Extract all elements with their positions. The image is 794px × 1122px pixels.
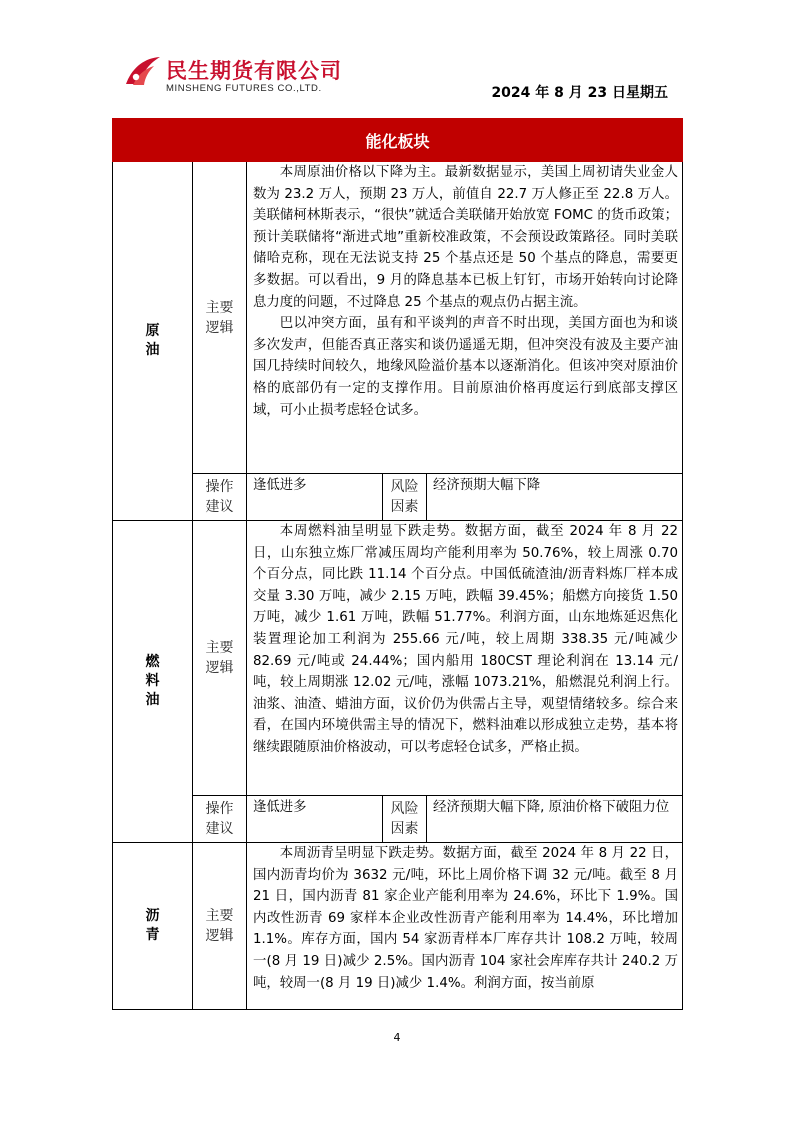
operation-label: 操作建议 bbox=[193, 796, 247, 843]
energy-chemical-table bbox=[112, 118, 683, 1010]
logic-content bbox=[247, 843, 683, 1010]
page-header bbox=[0, 0, 794, 110]
logic-label: 主要逻辑 bbox=[193, 521, 247, 796]
section-name-asphalt bbox=[113, 843, 193, 1010]
section-name-fuel-oil bbox=[113, 521, 193, 843]
section-name-text: 沥青 bbox=[145, 908, 160, 943]
report-date: 2024 年 8 月 23 日星期五 bbox=[491, 85, 668, 101]
operation-value: 逢低进多 bbox=[247, 796, 383, 843]
risk-value: 经济预期大幅下降 bbox=[427, 474, 683, 521]
company-name-cn: 民生期货有限公司 bbox=[166, 59, 342, 83]
page-number: 4 bbox=[393, 1031, 401, 1044]
paragraph: 本周原油价格以下降为主。最新数据显示，美国上周初请失业金人数为 23.2 万人，预期 23 万人，前值自 22.7 万人修正至 22.8 万人。美联储柯林斯表示，“很快”就适合美联储开始放宽 FOMC 的货币政策；预计美联储将“渐进式地”重新校准政策，不会预设政策路径。同时美联储哈克称，现在无法说支持 25 个基点还是 50 个基点的降息，需要更多数据。可以看出，9 月的降息基本已板上钉钉，市场开始转向讨论降息力度的问题，不过降息 25 个基点的观点仍占据主流。 bbox=[253, 165, 679, 310]
logic-content bbox=[247, 162, 683, 474]
section-name-text: 原油 bbox=[145, 323, 160, 358]
logic-content bbox=[247, 521, 683, 796]
section-name-text: 燃料油 bbox=[145, 654, 160, 708]
risk-label: 风险因素 bbox=[383, 474, 427, 521]
paragraph: 巴以冲突方面，虽有和平谈判的声音不时出现，美国方面也为和谈多次发声，但能否真正落实和谈仍遥遥无期，但冲突没有波及主要产油国几持续时间较久，地缘风险溢价基本以逐渐消化。但该冲突对原油价格的底部仍有一定的支撑作用。目前原油价格再度运行到底部支撑区域，可小止损考虑轻仓试多。 bbox=[253, 316, 679, 418]
section-name-crude-oil bbox=[113, 162, 193, 521]
company-logo bbox=[124, 52, 364, 102]
minsheng-logo-icon bbox=[124, 54, 162, 88]
operation-value: 逢低进多 bbox=[247, 474, 383, 521]
risk-value: 经济预期大幅下降, 原油价格下破阻力位 bbox=[427, 796, 683, 843]
operation-label: 操作建议 bbox=[193, 474, 247, 521]
logic-label: 主要逻辑 bbox=[193, 162, 247, 474]
logic-label: 主要逻辑 bbox=[193, 843, 247, 1010]
paragraph: 本周燃料油呈明显下跌走势。数据方面，截至 2024 年 8 月 22 日，山东独立炼厂常减压周均产能利用率为 50.76%，较上周涨 0.70 个百分点，同比跌 11.14 个百分点。中国低硫渣油/沥青料炼厂样本成交量 3.30 万吨，减少 2.15 万吨，跌幅 39.45%；船燃方向接货 1.50 万吨，减少 1.61 万吨，跌幅 51.77%。利润方面，山东地炼延迟焦化装置理论加工利润为 255.66 元/吨，较上周期 338.35 元/吨减少 82.69 元/吨或 24.44%；国内船用 180CST 理论利润在 13.14 元/吨，较上周期涨 12.02 元/吨，涨幅 1073.21%，船燃混兑利润上行。油浆、油渣、蜡油方面，议价仍为供需占主导，观望情绪较多。综合来看，在国内环境供需主导的情况下，燃料油难以形成独立走势，基本将继续跟随原油价格波动，可以考虑轻仓试多，严格止损。 bbox=[253, 524, 679, 755]
company-name-en: MINSHENG FUTURES CO.,LTD. bbox=[166, 83, 322, 94]
risk-label: 风险因素 bbox=[383, 796, 427, 843]
section-title: 能化板块 bbox=[113, 119, 683, 162]
paragraph: 本周沥青呈明显下跌走势。数据方面，截至 2024 年 8 月 22 日，国内沥青均价为 3632 元/吨，环比上周价格下调 32 元/吨。截至 8 月 21 日，国内沥青 81 家企业产能利用率为 24.6%，环比下 1.9%。国内改性沥青 69 家样本企业改性沥青产能利用率为 14.4%，环比增加 1.1%。库存方面，国内 54 家沥青样本厂库存共计 108.2 万吨，较周一(8 月 19 日)减少 2.5%。国内沥青 104 家社会库库存共计 240.2 万吨，较周一(8 月 19 日)减少 1.4%。利润方面，按当前原 bbox=[253, 846, 679, 991]
